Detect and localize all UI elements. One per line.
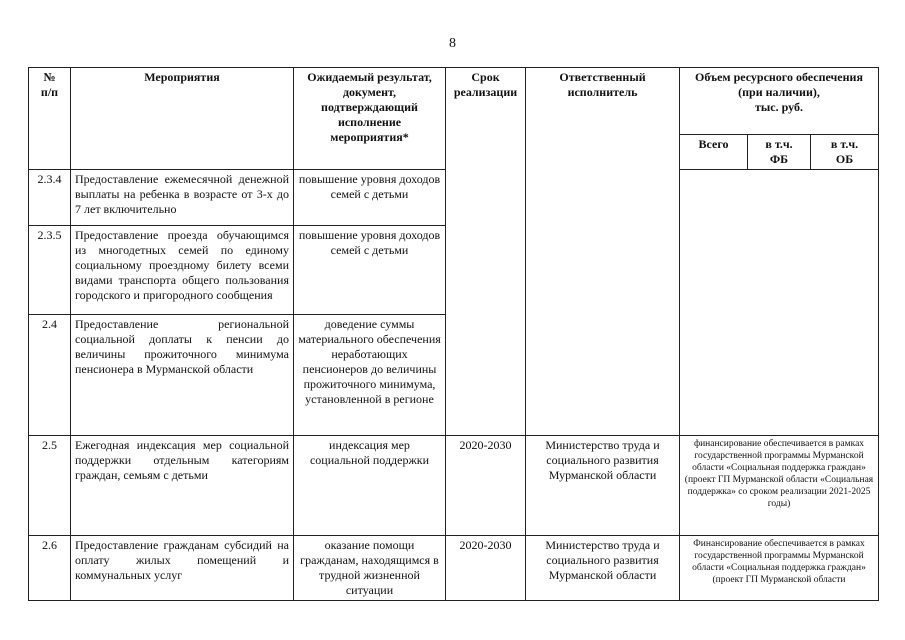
row-num: 2.3.5 (29, 226, 71, 315)
row-result: повышение уровня доходов семей с детьми (294, 170, 446, 226)
row-term: 2020-2030 (446, 436, 526, 536)
header-event: Мероприятия (71, 68, 294, 170)
row-result: оказание помощи гражданам, находящимся в трудной жизненной ситуации (294, 536, 446, 601)
header-executor: Ответственный исполнитель (526, 68, 680, 436)
header-fb: в т.ч. ФБ (748, 135, 811, 170)
page-number: 8 (449, 36, 456, 51)
row-event: Предоставление региональной социальной доплаты к пенсии до величины прожиточного минимума пенсионера в Мурманской области (71, 315, 294, 436)
header-total: Всего (680, 135, 748, 170)
header-result: Ожидаемый результат, документ, подтверждающий исполнение мероприятия* (294, 68, 446, 170)
row-result: доведение суммы материального обеспечения неработающих пенсионеров до величины прожиточного минимума, установленной в регионе (294, 315, 446, 436)
header-ob: в т.ч. ОБ (811, 135, 879, 170)
row-num: 2.6 (29, 536, 71, 601)
row-financing: финансирование обеспечивается в рамках государственной программы Мурманской области «Социальная поддержка граждан» (проект ГП Мурманской области «Социальная поддержка» со сроком реализации 2021-2025 годы) (680, 436, 879, 536)
header-num: № п/п (29, 68, 71, 170)
row-num: 2.3.4 (29, 170, 71, 226)
empty-resources-cell (680, 170, 879, 436)
measures-table (28, 67, 879, 601)
header-row (29, 68, 879, 135)
row-event: Предоставление гражданам субсидий на оплату жилых помещений и коммунальных услуг (71, 536, 294, 601)
row-num: 2.5 (29, 436, 71, 536)
row-num: 2.4 (29, 315, 71, 436)
row-event: Предоставление ежемесячной денежной выплаты на ребенка в возрасте от 3-х до 7 лет включительно (71, 170, 294, 226)
table-row (29, 436, 879, 536)
row-executor: Министерство труда и социального развития Мурманской области (526, 436, 680, 536)
row-result: повышение уровня доходов семей с детьми (294, 226, 446, 315)
row-result: индексация мер социальной поддержки (294, 436, 446, 536)
header-resources: Объем ресурсного обеспечения (при наличии), тыс. руб. (680, 68, 879, 135)
row-financing: Финансирование обеспечивается в рамках государственной программы Мурманской области «Социальная поддержка граждан» (проект ГП Мурманской области (680, 536, 879, 601)
header-term: Срок реализации (446, 68, 526, 436)
row-term: 2020-2030 (446, 536, 526, 601)
row-event: Предоставление проезда обучающимся из многодетных семей по единому социальному проездному билету всеми видами транспорта общего пользования городского и пригородного сообщения (71, 226, 294, 315)
row-event: Ежегодная индексация мер социальной поддержки отдельным категориям граждан, семьям с детьми (71, 436, 294, 536)
table-row (29, 536, 879, 601)
row-executor: Министерство труда и социального развития Мурманской области (526, 536, 680, 601)
